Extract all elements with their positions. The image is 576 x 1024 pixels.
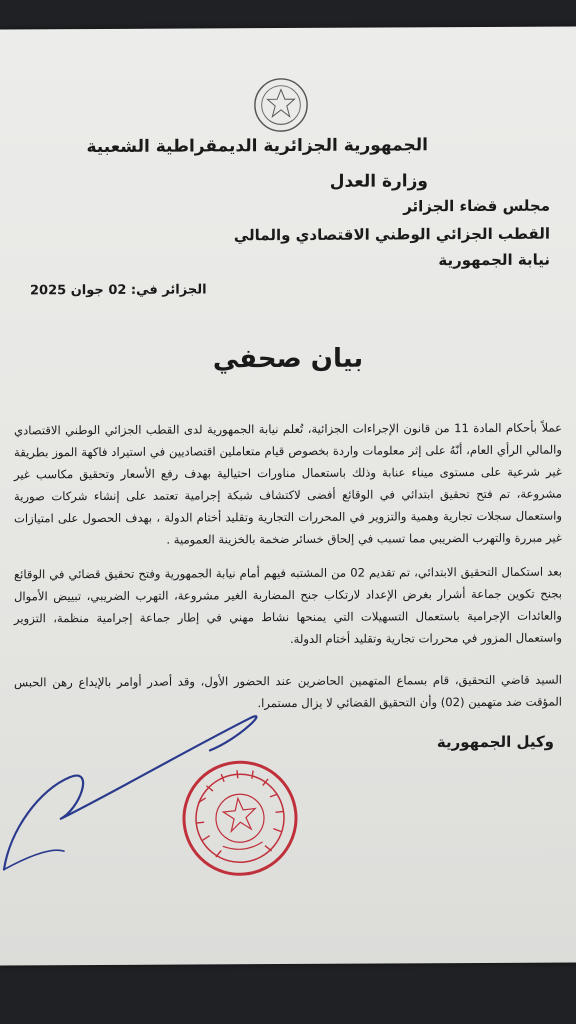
document-title: بيان صحفي — [212, 343, 364, 375]
pole-heading: القطب الجزائي الوطني الاقتصادي والمالي — [233, 224, 550, 245]
body-paragraph: السيد قاضي التحقيق، قام بسماع المتهمين الحاضرين عند الحضور الأول، وقد أصدر أوامر بالإيداع رهن الحبس المؤقت ضد متهمين (02) وأن التحقيق القضائي لا يزال مستمرا. — [14, 672, 562, 710]
state-emblem-icon — [252, 76, 310, 134]
ministry-heading: وزارة العدل — [329, 171, 428, 192]
body-paragraph: عملاً بأحكام المادة 11 من قانون الإجراءات الجزائية، تُعلم نيابة الجمهورية لدى القطب الجزائي الوطني الاقتصادي والمالي الرأي العام، أنّهُ على إثر معلومات واردة بخصوص قيام متعاملين اقتصاديين في استيراد فاكهة الموز بطريقة غير شرعية على مستوى ميناء عنابة وذلك باستعمال مناورات احتيالية بهدف رفع الأسعار وتحقيق مكاسب غير مشروعة، تم فتح تحقيق ابتدائي في الوقائع أفضى لاكتشاف شبكة إجرامية تعتمد على إنشاء شركات صورية واستعمال سجلات تجارية وهمية والتزوير في المحررات التجارية وتقليد أختام الدولة ، بهدف الحصول على امتيازات غير مبررة والتهرب الضريبي مما تسبب في إلحاق خسائر ضخمة بالخزينة العمومية . — [14, 420, 562, 547]
republic-heading: الجمهورية الجزائرية الديمقراطية الشعبية — [86, 135, 428, 158]
official-seal-stamp — [174, 752, 306, 884]
court-heading: مجلس قضاء الجزائر — [403, 196, 550, 216]
press-release-page — [0, 26, 576, 965]
signatory-title: وكيل الجمهورية — [436, 732, 554, 752]
document-date: الجزائر في: 02 جوان 2025 — [30, 282, 207, 299]
body-paragraph: بعد استكمال التحقيق الابتدائي، تم تقديم 02 من المشتبه فيهم أمام نيابة الجمهورية وفتح تحقيق قضائي في الوقائع بجنح تكوين جماعة أشرار بغرض الإعداد لارتكاب جنح المضاربة الغير مشروعة، التهرب الضريبي، تبييض الأموال والعائدات الإجرامية باستعمال التسهيلات التي يمنحها نشاط مهني في إطار جماعة إجرامية منظمة، التزوير واستعمال المزور في محررات تجارية وتقليد أختام الدولة. — [14, 564, 562, 646]
prosecution-heading: نيابة الجمهورية — [438, 250, 550, 270]
